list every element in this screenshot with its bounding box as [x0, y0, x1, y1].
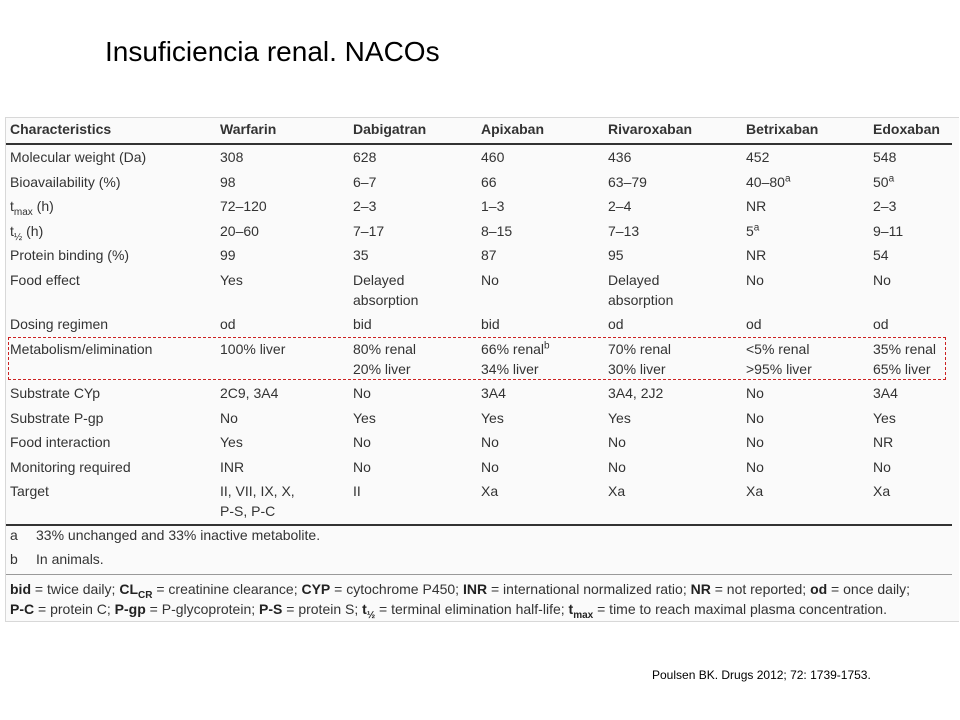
table-image — [5, 117, 959, 622]
cell-edoxaban: Xa — [873, 483, 891, 499]
cell-rivaroxaban: 70% renal 30% liver — [608, 340, 672, 377]
cell-dabigatran: 628 — [353, 149, 377, 165]
row-label: Bioavailability (%) — [10, 173, 121, 190]
cell-dabigatran: Delayed absorption — [353, 271, 419, 308]
cell-apixaban: 460 — [481, 149, 505, 165]
header-warfarin: Warfarin — [220, 121, 277, 137]
cell-dabigatran: bid — [353, 316, 372, 332]
cell-dabigatran: No — [353, 434, 371, 450]
cell-apixaban: Xa — [481, 483, 499, 499]
cell-warfarin: No — [220, 409, 238, 426]
row-label: Protein binding (%) — [10, 247, 130, 263]
cell-warfarin: 100% liver — [220, 340, 286, 357]
slide-title: Insuficiencia renal. NACOs — [105, 36, 440, 67]
row-label: Monitoring required — [10, 458, 131, 475]
cell-rivaroxaban: Delayed absorption — [608, 271, 674, 308]
table-row — [6, 243, 952, 268]
footnote-marker: a — [753, 221, 760, 233]
cell-value: 50 — [873, 173, 889, 190]
row-label: $t_{max}$ (h) — [10, 198, 54, 218]
cell-betrixaban: <5% renal >95% liver — [746, 340, 812, 377]
cell-rivaroxaban: 63–79 — [608, 173, 647, 190]
cell-apixaban: 87 — [481, 247, 497, 263]
cell-rivaroxaban: Xa — [608, 483, 626, 499]
table-row — [6, 144, 952, 170]
row-label: Molecular weight (Da) — [10, 149, 147, 165]
cell-edoxaban: No — [873, 271, 891, 288]
cell-rivaroxaban: No — [608, 434, 626, 450]
cell-betrixaban: No — [746, 434, 764, 450]
cell-warfarin: 20–60 — [220, 222, 259, 239]
row-label: Substrate P-gp — [10, 409, 104, 426]
cell-edoxaban — [873, 170, 952, 195]
row-label: Metabolism/elimination — [10, 340, 153, 357]
footnote-divider — [6, 574, 952, 575]
cell-rivaroxaban: 7–13 — [608, 222, 640, 239]
cell-dabigatran: II — [353, 483, 361, 499]
cell-rivaroxaban: od — [608, 316, 624, 332]
cell-edoxaban: 3A4 — [873, 385, 898, 401]
cell-rivaroxaban: 3A4, 2J2 — [608, 385, 664, 401]
cell-betrixaban: No — [746, 409, 764, 426]
cell-dabigatran: 2–3 — [353, 198, 377, 214]
footnote-a — [10, 527, 320, 543]
footnote-marker: b — [544, 339, 550, 351]
cell-edoxaban: NR — [873, 434, 894, 450]
header-characteristics: Characteristics — [10, 121, 112, 137]
cell-apixaban: No — [481, 458, 499, 475]
table-row — [6, 312, 952, 337]
cell-betrixaban: 452 — [746, 149, 770, 165]
table-row — [6, 479, 952, 525]
row-label: Target — [10, 483, 49, 499]
cell-warfarin: INR — [220, 458, 245, 475]
cell-betrixaban — [746, 170, 873, 195]
cell-dabigatran: 80% renal 20% liver — [353, 340, 417, 377]
cell-betrixaban: od — [746, 316, 762, 332]
cell-apixaban: bid — [481, 316, 500, 332]
cell-betrixaban: No — [746, 271, 764, 288]
cell-apixaban: 66 — [481, 173, 497, 190]
cell-dabigatran: 7–17 — [353, 222, 385, 239]
cell-dabigatran: No — [353, 385, 371, 401]
footnote-text: In animals. — [36, 551, 104, 567]
cell-edoxaban: od — [873, 316, 889, 332]
footnote-text: 33% unchanged and 33% inactive metabolite. — [36, 527, 321, 543]
cell-betrixaban: NR — [746, 247, 767, 263]
row-label: $t_{\frac{1}{2}}$ (h) — [10, 222, 44, 243]
cell-rivaroxaban: 2–4 — [608, 198, 632, 214]
cell-apixaban: No — [481, 434, 499, 450]
cell-warfarin: od — [220, 316, 236, 332]
cell-warfarin: Yes — [220, 271, 243, 288]
cell-apixaban: 1–3 — [481, 198, 505, 214]
cell-edoxaban: 548 — [873, 149, 897, 165]
table-row — [6, 381, 952, 406]
cell-rivaroxaban: No — [608, 458, 626, 475]
header-apixaban: Apixaban — [481, 121, 545, 137]
footnote-b — [10, 551, 104, 567]
cell-warfarin: 99 — [220, 247, 236, 263]
cell-edoxaban: No — [873, 458, 891, 475]
cell-betrixaban: Xa — [746, 483, 764, 499]
table-row — [6, 430, 952, 455]
table-row — [6, 219, 952, 244]
cell-dabigatran: 35 — [353, 247, 369, 263]
cell-warfarin: Yes — [220, 434, 243, 450]
cell-edoxaban: 35% renal 65% liver — [873, 340, 937, 377]
table-row — [6, 455, 952, 480]
cell-edoxaban: 54 — [873, 247, 889, 263]
table-row — [6, 194, 952, 219]
table-row — [6, 268, 952, 313]
cell-warfarin: 98 — [220, 173, 236, 190]
cell-apixaban: 66% renal$^b$ 34% liver — [481, 339, 550, 377]
cell-edoxaban: Yes — [873, 409, 896, 426]
cell-value: 40–80 — [746, 173, 785, 190]
cell-apixaban: 8–15 — [481, 222, 513, 239]
cell-dabigatran: 6–7 — [353, 173, 377, 190]
footnote-marker: a — [888, 172, 895, 184]
cell-rivaroxaban: 436 — [608, 149, 632, 165]
header-dabigatran: Dabigatran — [353, 121, 427, 137]
cell-rivaroxaban: 95 — [608, 247, 624, 263]
cell-warfarin: 2C9, 3A4 — [220, 385, 279, 401]
cell-betrixaban: No — [746, 458, 764, 475]
citation: Poulsen BK. Drugs 2012; 72: 1739-1753. — [652, 668, 871, 682]
footnote-letter: a — [10, 527, 18, 543]
header-betrixaban: Betrixaban — [746, 121, 819, 137]
abbreviations: bid = twice daily; $CL_{CR}$ = creatinine clearance; CYP = cytochrome P450; INR = international normalized ratio; NR = not reported; od = once daily; P-C = protein C; P-gp = P-glycoprotein; P-S = protein S; $t_{\frac{1}{2}}$ = terminal elimination half-life; $t_{max}$ = time to reach maximal plasma concentration. — [10, 581, 911, 621]
cell-rivaroxaban: Yes — [608, 409, 631, 426]
cell-edoxaban: 9–11 — [873, 222, 904, 239]
header-edoxaban: Edoxaban — [873, 121, 940, 137]
table-row — [6, 170, 952, 195]
cell-betrixaban: 5$^a$ — [746, 221, 760, 239]
footnote-letter: b — [10, 551, 18, 567]
cell-edoxaban: 2–3 — [873, 198, 897, 214]
row-label: Food effect — [10, 271, 80, 288]
cell-betrixaban: No — [746, 385, 764, 401]
header-rivaroxaban: Rivaroxaban — [608, 121, 693, 137]
footnote-marker: a — [784, 172, 791, 184]
cell-warfarin: 72–120 — [220, 198, 267, 214]
row-label: Food interaction — [10, 434, 111, 450]
cell-warfarin: 308 — [220, 149, 244, 165]
table-header-row — [6, 118, 952, 144]
cell-apixaban: No — [481, 271, 499, 288]
row-label: Substrate CYp — [10, 385, 101, 401]
cell-apixaban: Yes — [481, 409, 504, 426]
cell-warfarin: II, VII, IX, X, P-S, P-C — [220, 483, 295, 519]
cell-dabigatran: Yes — [353, 409, 376, 426]
table-row-metabolism — [6, 337, 952, 382]
cell-dabigatran: No — [353, 458, 371, 475]
comparison-table — [6, 118, 952, 526]
row-label: Dosing regimen — [10, 316, 109, 332]
cell-apixaban: 3A4 — [481, 385, 506, 401]
cell-betrixaban: NR — [746, 198, 767, 214]
table-row — [6, 406, 952, 431]
